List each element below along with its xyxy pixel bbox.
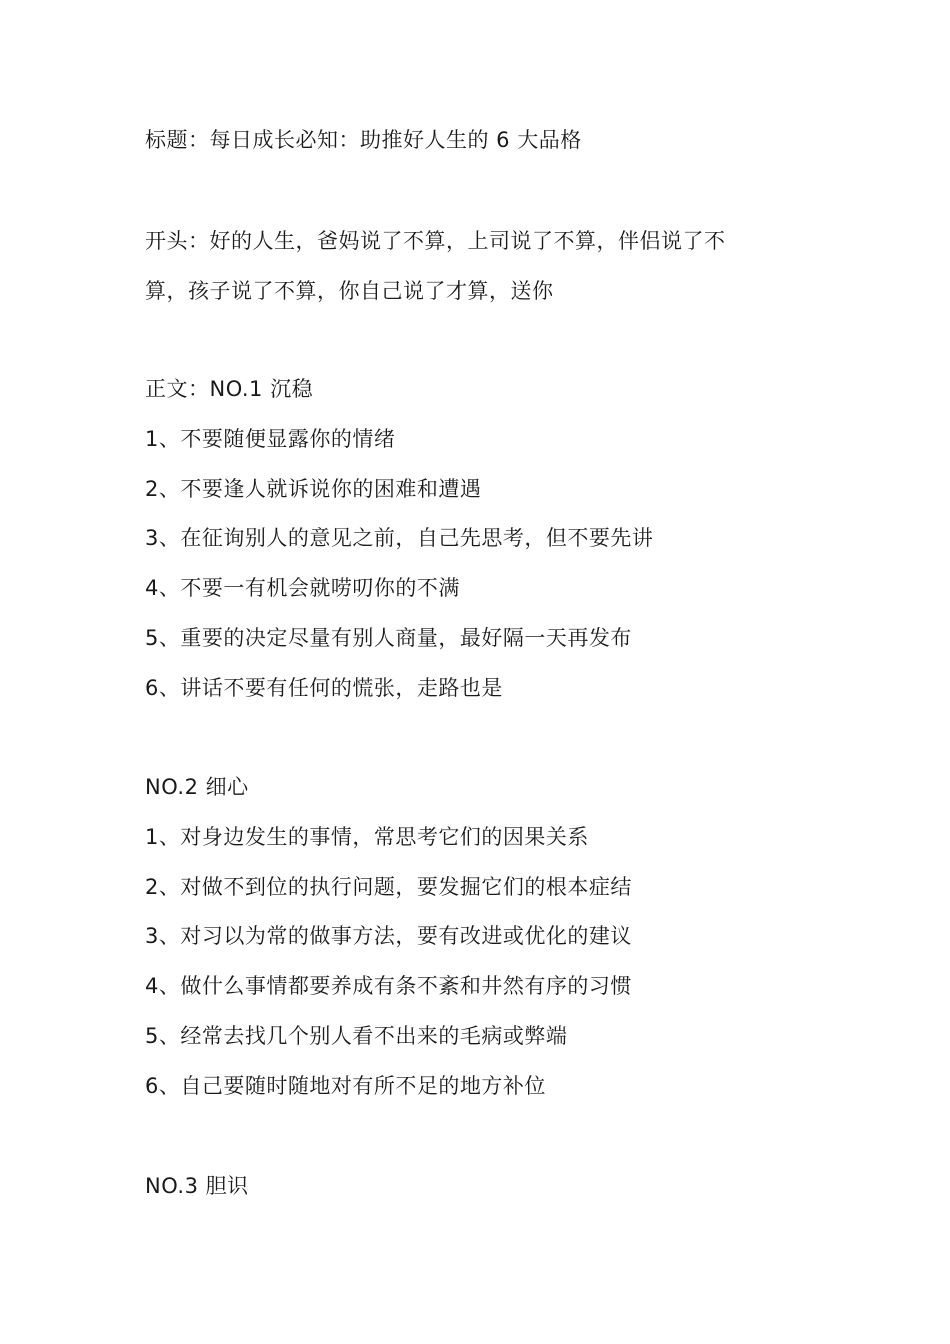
section1-item: 1、不要随便显露你的情绪 [145,427,396,451]
section2-heading: NO.2 细心 [145,775,249,799]
section3-heading: NO.3 胆识 [145,1174,249,1198]
section2-item: 4、做什么事情都要养成有条不紊和井然有序的习惯 [145,974,632,998]
section2-item: 6、自己要随时随地对有所不足的地方补位 [145,1074,546,1098]
section2-item: 3、对习以为常的做事方法，要有改进或优化的建议 [145,924,632,948]
intro-line-1: 开头：好的人生，爸妈说了不算，上司说了不算，伴侣说了不 [145,229,726,253]
intro-line-2: 算，孩子说了不算，你自己说了才算，送你 [145,279,554,303]
section1-item: 4、不要一有机会就唠叨你的不满 [145,576,460,600]
section2-item: 1、对身边发生的事情，常思考它们的因果关系 [145,825,589,849]
section1-item: 6、讲话不要有任何的慌张，走路也是 [145,676,503,700]
section1-item: 3、在征询别人的意见之前，自己先思考，但不要先讲 [145,526,654,550]
section1-item: 2、不要逢人就诉说你的困难和遭遇 [145,477,482,501]
section1-item: 5、重要的决定尽量有别人商量，最好隔一天再发布 [145,626,632,650]
section2-item: 2、对做不到位的执行问题，要发掘它们的根本症结 [145,875,632,899]
document-title: 标题：每日成长必知：助推好人生的 6 大品格 [145,128,582,152]
section1-heading: 正文：NO.1 沉稳 [145,377,314,401]
section2-item: 5、经常去找几个别人看不出来的毛病或弊端 [145,1024,568,1048]
